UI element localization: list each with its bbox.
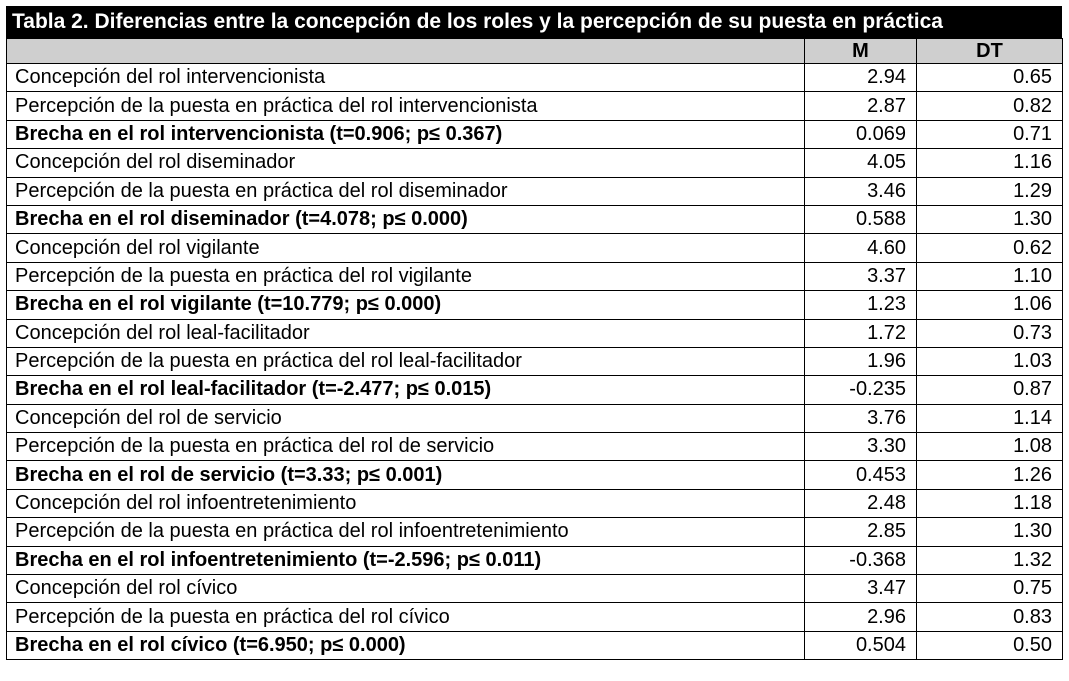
row-dt-cell: 0.75: [917, 575, 1063, 603]
row-label-cell: Brecha en el rol diseminador (t=4.078; p≤ 0.000): [7, 205, 805, 233]
row-dt-cell: 1.30: [917, 518, 1063, 546]
row-label-cell: Percepción de la puesta en práctica del rol de servicio: [7, 433, 805, 461]
row-m-cell: 4.60: [805, 234, 917, 262]
row-label-cell: Concepción del rol cívico: [7, 575, 805, 603]
row-m-cell: 0.453: [805, 461, 917, 489]
table-header-row: [7, 39, 1063, 64]
row-dt-cell: 0.83: [917, 603, 1063, 631]
row-label-cell: Concepción del rol de servicio: [7, 404, 805, 432]
row-label-cell: Concepción del rol diseminador: [7, 149, 805, 177]
row-label-cell: Brecha en el rol vigilante (t=10.779; p≤ 0.000): [7, 291, 805, 319]
row-dt-cell: 1.18: [917, 489, 1063, 517]
row-m-cell: 0.069: [805, 120, 917, 148]
row-dt-cell: 1.10: [917, 262, 1063, 290]
table-row-gap: [7, 205, 1063, 233]
table-row: [7, 347, 1063, 375]
row-label-cell: Percepción de la puesta en práctica del rol vigilante: [7, 262, 805, 290]
table-row-gap: [7, 631, 1063, 659]
table-row-gap: [7, 461, 1063, 489]
table-row-gap: [7, 546, 1063, 574]
table-row-gap: [7, 291, 1063, 319]
row-dt-cell: 1.30: [917, 205, 1063, 233]
row-dt-cell: 1.08: [917, 433, 1063, 461]
row-m-cell: 2.96: [805, 603, 917, 631]
row-m-cell: 2.94: [805, 64, 917, 92]
table-row-gap: [7, 120, 1063, 148]
row-m-cell: 2.87: [805, 92, 917, 120]
row-dt-cell: 1.16: [917, 149, 1063, 177]
row-label-cell: Concepción del rol leal-facilitador: [7, 319, 805, 347]
row-m-cell: 0.504: [805, 631, 917, 659]
row-m-cell: 2.48: [805, 489, 917, 517]
table-row: [7, 64, 1063, 92]
row-m-cell: -0.368: [805, 546, 917, 574]
row-label-cell: Concepción del rol vigilante: [7, 234, 805, 262]
row-m-cell: 1.23: [805, 291, 917, 319]
row-label-cell: Brecha en el rol infoentretenimiento (t=-2.596; p≤ 0.011): [7, 546, 805, 574]
row-dt-cell: 1.14: [917, 404, 1063, 432]
table-row-gap: [7, 376, 1063, 404]
row-dt-cell: 0.87: [917, 376, 1063, 404]
row-m-cell: 2.85: [805, 518, 917, 546]
row-label-cell: Concepción del rol intervencionista: [7, 64, 805, 92]
row-dt-cell: 1.26: [917, 461, 1063, 489]
row-dt-cell: 0.71: [917, 120, 1063, 148]
header-m-cell: M: [805, 39, 917, 64]
table-row: [7, 489, 1063, 517]
row-label-cell: Percepción de la puesta en práctica del rol infoentretenimiento: [7, 518, 805, 546]
row-dt-cell: 1.32: [917, 546, 1063, 574]
row-m-cell: 3.30: [805, 433, 917, 461]
row-label-cell: Percepción de la puesta en práctica del rol diseminador: [7, 177, 805, 205]
row-dt-cell: 0.82: [917, 92, 1063, 120]
header-dt-cell: DT: [917, 39, 1063, 64]
table-row: [7, 575, 1063, 603]
row-m-cell: 1.96: [805, 347, 917, 375]
row-m-cell: 3.76: [805, 404, 917, 432]
row-label-cell: Brecha en el rol intervencionista (t=0.906; p≤ 0.367): [7, 120, 805, 148]
row-dt-cell: 1.06: [917, 291, 1063, 319]
row-dt-cell: 1.29: [917, 177, 1063, 205]
table-row: [7, 149, 1063, 177]
row-m-cell: 0.588: [805, 205, 917, 233]
row-m-cell: 4.05: [805, 149, 917, 177]
table-row: [7, 262, 1063, 290]
row-label-cell: Brecha en el rol leal-facilitador (t=-2.477; p≤ 0.015): [7, 376, 805, 404]
row-label-cell: Brecha en el rol cívico (t=6.950; p≤ 0.000): [7, 631, 805, 659]
table-row: [7, 319, 1063, 347]
table-row: [7, 404, 1063, 432]
row-label-cell: Percepción de la puesta en práctica del rol intervencionista: [7, 92, 805, 120]
row-label-cell: Brecha en el rol de servicio (t=3.33; p≤ 0.001): [7, 461, 805, 489]
row-label-cell: Percepción de la puesta en práctica del rol cívico: [7, 603, 805, 631]
row-m-cell: 3.47: [805, 575, 917, 603]
row-dt-cell: 0.65: [917, 64, 1063, 92]
data-table-container: [6, 6, 1062, 660]
row-m-cell: 1.72: [805, 319, 917, 347]
row-dt-cell: 0.62: [917, 234, 1063, 262]
row-m-cell: 3.46: [805, 177, 917, 205]
row-dt-cell: 1.03: [917, 347, 1063, 375]
row-dt-cell: 0.50: [917, 631, 1063, 659]
table-title: Tabla 2. Diferencias entre la concepción de los roles y la percepción de su puesta en práctica: [6, 6, 1062, 38]
row-dt-cell: 0.73: [917, 319, 1063, 347]
table-row: [7, 603, 1063, 631]
table-row: [7, 518, 1063, 546]
table-row: [7, 177, 1063, 205]
row-m-cell: 3.37: [805, 262, 917, 290]
table-row: [7, 234, 1063, 262]
row-label-cell: Percepción de la puesta en práctica del rol leal-facilitador: [7, 347, 805, 375]
table-body: [7, 64, 1063, 660]
data-table: [6, 38, 1063, 660]
row-label-cell: Concepción del rol infoentretenimiento: [7, 489, 805, 517]
table-row: [7, 433, 1063, 461]
header-label-cell: [7, 39, 805, 64]
row-m-cell: -0.235: [805, 376, 917, 404]
table-row: [7, 92, 1063, 120]
